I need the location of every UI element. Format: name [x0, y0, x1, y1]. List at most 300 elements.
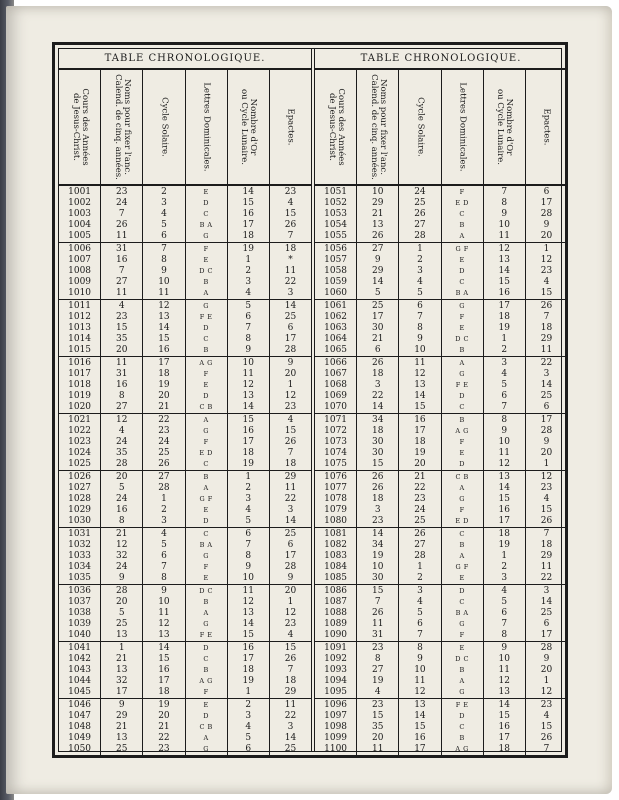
- row-group: [315, 357, 567, 414]
- column-name-number: [101, 243, 143, 299]
- cell-name-number: 11: [372, 743, 384, 754]
- cell-golden-number: 2: [245, 483, 252, 494]
- cell-solar-cycle: 6: [161, 230, 167, 241]
- cell-year: 1028: [68, 493, 92, 504]
- cell-golden-number: 2: [245, 700, 252, 711]
- cell-golden-number: 6: [245, 312, 252, 323]
- cell-epact: 18: [540, 540, 553, 551]
- cell-epact: 4: [287, 629, 294, 640]
- cell-year: 1072: [324, 426, 348, 437]
- row-group: [315, 585, 567, 642]
- cell-name-number: 24: [116, 198, 128, 209]
- cell-solar-cycle: 3: [417, 265, 423, 276]
- cell-dominical-letter: C: [459, 277, 465, 286]
- cell-dominical-letter: B A: [455, 608, 469, 617]
- column-name-number: [357, 471, 399, 527]
- cell-dominical-letter: B A: [199, 220, 213, 229]
- cell-name-number: 31: [372, 629, 384, 640]
- cell-epact: 28: [284, 561, 297, 572]
- cell-year: 1068: [324, 379, 348, 390]
- cell-epact: 23: [284, 187, 297, 198]
- cell-solar-cycle: 7: [161, 244, 167, 255]
- cell-golden-number: 8: [245, 550, 252, 561]
- cell-dominical-letter: F E: [199, 313, 213, 322]
- cell-name-number: 31: [116, 369, 128, 380]
- row-group: [59, 642, 311, 699]
- cell-golden-number: 17: [242, 436, 254, 447]
- cell-golden-number: 3: [245, 276, 252, 287]
- cell-year: 1004: [68, 219, 92, 230]
- cell-year: 1016: [68, 358, 92, 369]
- column-solar-cycle: [143, 699, 185, 755]
- column-epact: [270, 186, 311, 242]
- cell-epact: 26: [284, 436, 297, 447]
- cell-epact: 25: [540, 607, 553, 618]
- cell-year: 1082: [324, 540, 348, 551]
- cell-year: 1090: [324, 629, 348, 640]
- cell-golden-number: 13: [498, 472, 510, 483]
- cell-epact: 6: [543, 618, 550, 629]
- cell-epact: 18: [284, 675, 297, 686]
- cell-year: 1057: [324, 255, 348, 266]
- cell-solar-cycle: 16: [414, 732, 426, 743]
- left-table-headers: [59, 70, 311, 186]
- header-dominical-letters: Lettres Dominicales.: [186, 70, 228, 184]
- cell-year: 1041: [68, 643, 92, 654]
- cell-year: 1044: [68, 675, 92, 686]
- cell-name-number: 26: [372, 483, 384, 494]
- cell-year: 1086: [324, 586, 348, 597]
- cell-dominical-letter: A: [459, 676, 465, 685]
- cell-name-number: 23: [116, 187, 128, 198]
- cell-year: 1076: [324, 472, 348, 483]
- column-dominical-letter: [186, 300, 228, 356]
- cell-solar-cycle: 10: [414, 664, 426, 675]
- cell-dominical-letter: G: [459, 494, 465, 503]
- column-name-number: [357, 300, 399, 356]
- cell-year: 1007: [68, 255, 92, 266]
- cell-dominical-letter: E: [459, 323, 465, 332]
- cell-year: 1085: [324, 572, 348, 583]
- cell-name-number: 25: [116, 743, 128, 754]
- cell-dominical-letter: C: [459, 209, 465, 218]
- column-dominical-letter: [442, 528, 484, 584]
- column-dominical-letter: [186, 414, 228, 470]
- cell-golden-number: 13: [498, 255, 510, 266]
- cell-name-number: 5: [374, 287, 381, 298]
- cell-golden-number: 19: [242, 675, 254, 686]
- cell-epact: 18: [284, 458, 297, 469]
- cell-golden-number: 16: [498, 287, 510, 298]
- cell-golden-number: 9: [245, 561, 252, 572]
- column-dominical-letter: [442, 414, 484, 470]
- cell-solar-cycle: 20: [414, 458, 426, 469]
- cell-year: 1065: [324, 344, 348, 355]
- cell-dominical-letter: D C: [455, 334, 469, 343]
- cell-solar-cycle: 13: [158, 312, 170, 323]
- cell-golden-number: 14: [498, 483, 510, 494]
- cell-golden-number: 15: [242, 198, 254, 209]
- cell-solar-cycle: 11: [414, 358, 426, 369]
- cell-dominical-letter: B: [203, 598, 209, 607]
- column-epact: [526, 585, 567, 641]
- column-year: [315, 471, 357, 527]
- column-name-number: [101, 528, 143, 584]
- cell-dominical-letter: A: [459, 484, 465, 493]
- column-name-number: [357, 528, 399, 584]
- cell-name-number: 22: [372, 390, 384, 401]
- row-group: [315, 243, 567, 300]
- cell-dominical-letter: C B: [199, 402, 213, 411]
- row-group: [59, 300, 311, 357]
- cell-golden-number: 5: [501, 597, 508, 608]
- cell-epact: 25: [284, 743, 297, 754]
- book-page: [6, 6, 612, 794]
- cell-solar-cycle: 2: [161, 504, 167, 515]
- cell-year: 1038: [68, 607, 92, 618]
- cell-solar-cycle: 20: [158, 711, 170, 722]
- column-golden-number: [484, 528, 526, 584]
- cell-name-number: 13: [116, 629, 128, 640]
- cell-name-number: 19: [372, 550, 384, 561]
- cell-year: 1079: [324, 504, 348, 515]
- right-table-headers: [315, 70, 567, 186]
- column-solar-cycle: [143, 471, 185, 527]
- cell-epact: 7: [543, 529, 550, 540]
- column-solar-cycle: [143, 528, 185, 584]
- cell-year: 1052: [324, 198, 348, 209]
- cell-dominical-letter: E D: [199, 448, 213, 457]
- cell-golden-number: 4: [245, 287, 252, 298]
- cell-solar-cycle: 21: [158, 721, 170, 732]
- column-solar-cycle: [143, 186, 185, 242]
- cell-year: 1019: [68, 390, 92, 401]
- cell-epact: 11: [540, 561, 553, 572]
- cell-epact: 12: [540, 255, 553, 266]
- cell-name-number: 3: [374, 504, 381, 515]
- cell-golden-number: 6: [245, 743, 252, 754]
- cell-dominical-letter: F: [459, 313, 465, 322]
- cell-golden-number: 19: [498, 540, 510, 551]
- cell-golden-number: 16: [242, 643, 254, 654]
- cell-solar-cycle: 17: [158, 358, 170, 369]
- header-solar-cycle: Cycle Solaire.: [399, 70, 441, 184]
- cell-solar-cycle: 8: [161, 255, 167, 266]
- cell-year: 1091: [324, 643, 348, 654]
- cell-solar-cycle: 18: [158, 369, 170, 380]
- column-name-number: [357, 357, 399, 413]
- row-group: [315, 471, 567, 528]
- cell-name-number: 13: [116, 664, 128, 675]
- cell-solar-cycle: 6: [417, 618, 423, 629]
- header-golden-number: Nombre d'Or ou Cycle Lunaire.: [484, 70, 526, 184]
- cell-year: 1033: [68, 550, 92, 561]
- cell-solar-cycle: 3: [161, 198, 167, 209]
- cell-epact: 15: [540, 287, 553, 298]
- cell-year: 1037: [68, 597, 92, 608]
- cell-golden-number: 9: [501, 643, 508, 654]
- column-year: [315, 300, 357, 356]
- cell-name-number: 28: [116, 586, 128, 597]
- cell-year: 1025: [68, 458, 92, 469]
- header-epacts: Epactes.: [541, 108, 552, 146]
- cell-name-number: 27: [116, 401, 128, 412]
- cell-solar-cycle: 13: [414, 700, 426, 711]
- cell-year: 1002: [68, 198, 92, 209]
- cell-solar-cycle: 11: [414, 675, 426, 686]
- cell-solar-cycle: 28: [158, 483, 170, 494]
- column-name-number: [357, 642, 399, 698]
- column-name-number: [101, 357, 143, 413]
- cell-name-number: 21: [116, 529, 128, 540]
- cell-epact: 26: [540, 301, 553, 312]
- cell-name-number: 4: [118, 301, 125, 312]
- cell-solar-cycle: 7: [417, 629, 423, 640]
- cell-epact: 17: [540, 198, 553, 209]
- cell-epact: 14: [284, 515, 297, 526]
- cell-dominical-letter: D: [203, 323, 209, 332]
- cell-year: 1045: [68, 686, 92, 697]
- cell-golden-number: 10: [242, 358, 254, 369]
- cell-epact: 9: [543, 654, 550, 665]
- cell-year: 1073: [324, 436, 348, 447]
- cell-name-number: 35: [116, 447, 128, 458]
- cell-epact: 23: [540, 700, 553, 711]
- cell-year: 1022: [68, 426, 92, 437]
- cell-name-number: 16: [116, 504, 128, 515]
- cell-name-number: 3: [374, 379, 381, 390]
- cell-dominical-letter: F: [203, 562, 209, 571]
- cell-golden-number: 9: [501, 208, 508, 219]
- column-name-number: [101, 414, 143, 470]
- column-golden-number: [228, 414, 270, 470]
- cell-year: 1059: [324, 276, 348, 287]
- cell-dominical-letter: E: [459, 644, 465, 653]
- cell-name-number: 20: [116, 472, 128, 483]
- cell-year: 1006: [68, 244, 92, 255]
- column-epact: [270, 528, 311, 584]
- cell-year: 1070: [324, 401, 348, 412]
- column-golden-number: [484, 699, 526, 755]
- cell-dominical-letter: B: [459, 733, 465, 742]
- cell-solar-cycle: 22: [158, 732, 170, 743]
- cell-golden-number: 9: [245, 344, 252, 355]
- cell-year: 1064: [324, 333, 348, 344]
- column-solar-cycle: [143, 642, 185, 698]
- cell-golden-number: 13: [242, 607, 254, 618]
- cell-epact: 14: [540, 597, 553, 608]
- cell-epact: 4: [543, 276, 550, 287]
- cell-dominical-letter: D: [459, 459, 465, 468]
- column-dominical-letter: [442, 471, 484, 527]
- cell-name-number: 24: [116, 436, 128, 447]
- cell-solar-cycle: 25: [414, 198, 426, 209]
- cell-golden-number: 11: [498, 664, 510, 675]
- cell-name-number: 11: [116, 287, 128, 298]
- cell-golden-number: 4: [245, 504, 252, 515]
- cell-golden-number: 11: [498, 230, 510, 241]
- cell-epact: 26: [284, 219, 297, 230]
- column-year: [59, 300, 101, 356]
- cell-name-number: 29: [372, 265, 384, 276]
- cell-solar-cycle: 2: [417, 255, 423, 266]
- cell-year: 1008: [68, 265, 92, 276]
- cell-epact: 23: [284, 618, 297, 629]
- cell-name-number: 10: [372, 187, 384, 198]
- cell-golden-number: 8: [501, 415, 508, 426]
- header-epacts: Epactes.: [285, 108, 296, 146]
- cell-golden-number: 18: [498, 743, 510, 754]
- cell-solar-cycle: 6: [161, 550, 167, 561]
- cell-golden-number: 5: [245, 301, 252, 312]
- cell-name-number: 25: [116, 618, 128, 629]
- cell-name-number: 9: [118, 572, 125, 583]
- cell-solar-cycle: 12: [414, 369, 426, 380]
- cell-solar-cycle: 24: [414, 504, 426, 515]
- cell-solar-cycle: 23: [158, 426, 170, 437]
- cell-name-number: 29: [116, 711, 128, 722]
- cell-dominical-letter: D C: [199, 587, 213, 596]
- cell-name-number: 24: [116, 493, 128, 504]
- cell-name-number: 18: [372, 493, 384, 504]
- cell-name-number: 13: [372, 219, 384, 230]
- cell-dominical-letter: G F: [455, 245, 469, 254]
- cell-golden-number: 12: [242, 597, 254, 608]
- cell-solar-cycle: 25: [414, 515, 426, 526]
- cell-name-number: 21: [116, 721, 128, 732]
- right-table: [315, 49, 567, 754]
- column-year: [315, 699, 357, 755]
- column-epact: [270, 414, 311, 470]
- cell-golden-number: 9: [501, 426, 508, 437]
- cell-solar-cycle: 5: [161, 219, 167, 230]
- cell-name-number: 32: [116, 550, 128, 561]
- cell-golden-number: 5: [245, 732, 252, 743]
- cell-solar-cycle: 18: [414, 436, 426, 447]
- cell-solar-cycle: 20: [158, 390, 170, 401]
- cell-solar-cycle: 7: [161, 561, 167, 572]
- cell-year: 1026: [68, 472, 92, 483]
- cell-dominical-letter: E: [203, 380, 209, 389]
- cell-dominical-letter: C: [459, 530, 465, 539]
- column-name-number: [101, 300, 143, 356]
- column-epact: [270, 642, 311, 698]
- cell-name-number: 14: [372, 276, 384, 287]
- cell-solar-cycle: 28: [414, 550, 426, 561]
- cell-solar-cycle: 14: [414, 711, 426, 722]
- cell-name-number: 7: [118, 265, 125, 276]
- cell-dominical-letter: G: [459, 619, 465, 628]
- cell-year: 1096: [324, 700, 348, 711]
- cell-dominical-letter: F E: [455, 380, 469, 389]
- cell-dominical-letter: G F: [199, 494, 213, 503]
- column-year: [315, 186, 357, 242]
- cell-epact: 23: [284, 401, 297, 412]
- cell-epact: 17: [540, 629, 553, 640]
- cell-epact: 20: [284, 586, 297, 597]
- cell-dominical-letter: A: [203, 484, 209, 493]
- cell-year: 1003: [68, 208, 92, 219]
- cell-solar-cycle: 13: [158, 629, 170, 640]
- column-dominical-letter: [442, 642, 484, 698]
- cell-year: 1042: [68, 654, 92, 665]
- cell-epact: 22: [284, 493, 297, 504]
- cell-golden-number: 2: [245, 265, 252, 276]
- cell-dominical-letter: B A: [455, 288, 469, 297]
- cell-epact: 11: [284, 700, 297, 711]
- column-golden-number: [228, 300, 270, 356]
- cell-golden-number: 6: [501, 390, 508, 401]
- cell-dominical-letter: G: [203, 744, 209, 753]
- cell-name-number: 27: [116, 276, 128, 287]
- cell-name-number: 1: [118, 643, 125, 654]
- cell-solar-cycle: 26: [414, 529, 426, 540]
- cell-dominical-letter: D: [459, 712, 465, 721]
- cell-epact: 6: [543, 401, 550, 412]
- cell-dominical-letter: D: [203, 199, 209, 208]
- cell-year: 1092: [324, 654, 348, 665]
- cell-year: 1099: [324, 732, 348, 743]
- column-name-number: [357, 585, 399, 641]
- column-year: [315, 642, 357, 698]
- cell-epact: 1: [543, 244, 550, 255]
- column-name-number: [357, 699, 399, 755]
- column-dominical-letter: [186, 243, 228, 299]
- cell-epact: 23: [540, 265, 553, 276]
- cell-name-number: 18: [372, 369, 384, 380]
- cell-dominical-letter: D: [459, 266, 465, 275]
- cell-golden-number: 4: [501, 586, 508, 597]
- column-dominical-letter: [186, 186, 228, 242]
- cell-golden-number: 12: [498, 244, 510, 255]
- cell-golden-number: 7: [245, 540, 252, 551]
- column-epact: [526, 186, 567, 242]
- cell-epact: 28: [284, 344, 297, 355]
- row-group: [59, 186, 311, 243]
- cell-solar-cycle: 26: [158, 458, 170, 469]
- column-golden-number: [484, 186, 526, 242]
- cell-dominical-letter: B: [203, 665, 209, 674]
- cell-golden-number: 15: [498, 493, 510, 504]
- cell-solar-cycle: 10: [158, 276, 170, 287]
- cell-dominical-letter: B: [203, 345, 209, 354]
- cell-golden-number: 7: [501, 187, 508, 198]
- cell-year: 1030: [68, 515, 92, 526]
- cell-solar-cycle: 28: [414, 230, 426, 241]
- cell-epact: 15: [284, 426, 297, 437]
- cell-solar-cycle: 27: [158, 472, 170, 483]
- cell-epact: 20: [540, 230, 553, 241]
- cell-solar-cycle: 17: [414, 743, 426, 754]
- cell-year: 1035: [68, 572, 92, 583]
- cell-golden-number: 14: [242, 187, 254, 198]
- column-epact: [270, 471, 311, 527]
- cell-epact: 3: [287, 504, 294, 515]
- cell-year: 1062: [324, 312, 348, 323]
- header-years: Cours des Années de Jesus-Christ.: [59, 70, 101, 184]
- cell-year: 1058: [324, 265, 348, 276]
- cell-dominical-letter: E: [203, 701, 209, 710]
- table-inner-frame: [58, 48, 562, 752]
- cell-year: 1043: [68, 664, 92, 675]
- cell-solar-cycle: 12: [158, 618, 170, 629]
- cell-solar-cycle: 3: [161, 515, 167, 526]
- cell-solar-cycle: 2: [161, 187, 167, 198]
- cell-solar-cycle: 26: [414, 208, 426, 219]
- cell-name-number: 28: [116, 458, 128, 469]
- cell-name-number: 17: [372, 312, 384, 323]
- cell-solar-cycle: 2: [417, 572, 423, 583]
